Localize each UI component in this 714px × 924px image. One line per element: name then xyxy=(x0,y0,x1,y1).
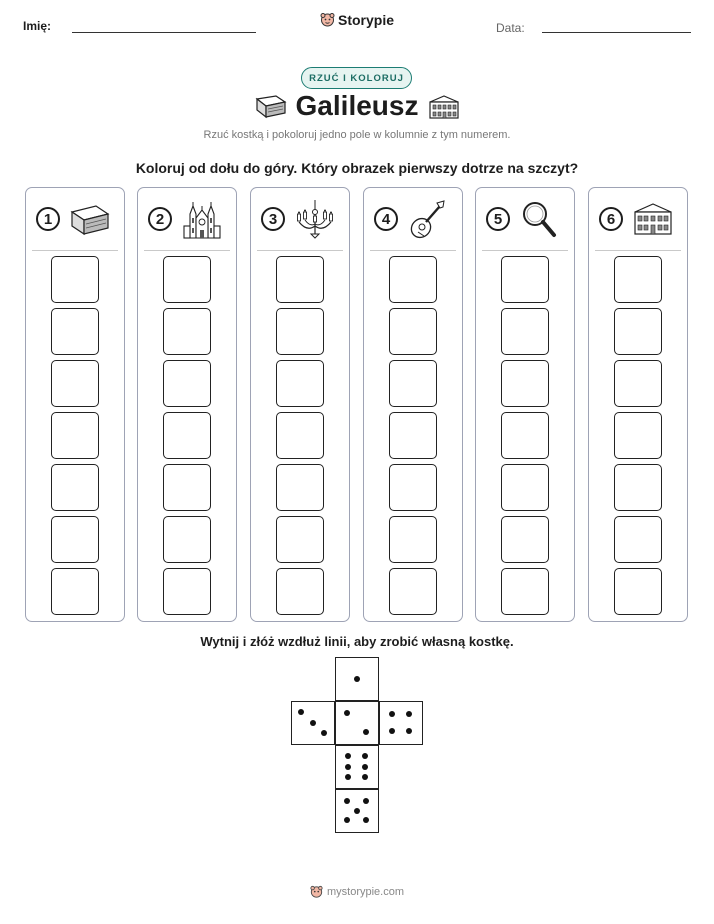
dice-pip xyxy=(362,764,368,770)
column-divider xyxy=(257,250,343,251)
cut-instruction: Wytnij i złóż wzdłuż linii, aby zrobić własną kostkę. xyxy=(200,634,514,649)
color-cell[interactable] xyxy=(501,412,549,459)
color-cell[interactable] xyxy=(51,412,99,459)
color-cell[interactable] xyxy=(51,516,99,563)
date-label: Data: xyxy=(496,21,525,35)
color-cell[interactable] xyxy=(51,360,99,407)
color-cell[interactable] xyxy=(501,568,549,615)
color-cell[interactable] xyxy=(163,256,211,303)
color-cell[interactable] xyxy=(389,568,437,615)
column-number: 4 xyxy=(374,207,398,231)
dice-pip xyxy=(406,711,412,717)
dice-pip xyxy=(321,730,327,736)
color-cell[interactable] xyxy=(501,308,549,355)
dice-pip xyxy=(345,764,351,770)
brand-name: Storypie xyxy=(337,12,394,28)
column-3 xyxy=(250,187,350,622)
dice-pip xyxy=(389,711,395,717)
magnifying-glass-icon xyxy=(518,200,562,240)
color-cell[interactable] xyxy=(614,412,662,459)
color-cell[interactable] xyxy=(51,568,99,615)
color-cell[interactable] xyxy=(389,360,437,407)
color-cell[interactable] xyxy=(501,256,549,303)
color-cell[interactable] xyxy=(501,360,549,407)
dice-face-right xyxy=(379,701,423,745)
color-cell[interactable] xyxy=(614,308,662,355)
column-divider xyxy=(482,250,568,251)
column-number: 3 xyxy=(261,207,285,231)
column-divider xyxy=(32,250,118,251)
color-cell[interactable] xyxy=(614,568,662,615)
color-cell[interactable] xyxy=(389,516,437,563)
color-cell[interactable] xyxy=(163,412,211,459)
column-divider xyxy=(595,250,681,251)
page-title: Galileusz xyxy=(295,90,419,121)
dice-pip xyxy=(345,774,351,780)
dice-face-center xyxy=(335,701,379,745)
color-cell[interactable] xyxy=(163,516,211,563)
color-cell[interactable] xyxy=(51,464,99,511)
footer xyxy=(0,885,714,904)
column-2 xyxy=(137,187,237,622)
color-cell[interactable] xyxy=(614,464,662,511)
dice-pip xyxy=(362,753,368,759)
dice-pip xyxy=(344,817,350,823)
subtitle: Rzuć kostką i pokoloruj jedno pole w kolumnie z tym numerem. xyxy=(203,129,511,141)
color-cell[interactable] xyxy=(51,308,99,355)
color-cell[interactable] xyxy=(389,256,437,303)
color-cell[interactable] xyxy=(501,516,549,563)
color-cell[interactable] xyxy=(276,360,324,407)
color-cell[interactable] xyxy=(163,308,211,355)
column-number: 2 xyxy=(148,207,172,231)
instruction: Koloruj od dołu do góry. Który obrazek pierwszy dotrze na szczyt? xyxy=(135,160,579,176)
column-divider xyxy=(144,250,230,251)
color-cell[interactable] xyxy=(163,464,211,511)
dice-pip xyxy=(363,798,369,804)
column-number: 1 xyxy=(36,207,60,231)
activity-badge: RZUĆ I KOLORUJ xyxy=(301,67,412,89)
dice-pip xyxy=(354,808,360,814)
dice-pip xyxy=(344,798,350,804)
palace-icon xyxy=(631,200,675,240)
color-cell[interactable] xyxy=(276,256,324,303)
dice-pip xyxy=(363,817,369,823)
column-6 xyxy=(588,187,688,622)
book-icon xyxy=(68,200,112,240)
storypie-logo-icon xyxy=(320,12,335,28)
color-cell[interactable] xyxy=(389,308,437,355)
color-cell[interactable] xyxy=(163,360,211,407)
dice-pip xyxy=(406,728,412,734)
color-cell[interactable] xyxy=(614,256,662,303)
color-cell[interactable] xyxy=(501,464,549,511)
color-cell[interactable] xyxy=(163,568,211,615)
color-cell[interactable] xyxy=(276,412,324,459)
column-number: 6 xyxy=(599,207,623,231)
dice-face-back xyxy=(335,789,379,833)
lute-icon xyxy=(406,200,450,240)
dice-pip xyxy=(362,774,368,780)
cathedral-icon xyxy=(180,200,224,240)
footer-url: mystorypie.com xyxy=(326,886,405,898)
color-cell[interactable] xyxy=(276,516,324,563)
dice-pip xyxy=(310,720,316,726)
storypie-logo-icon xyxy=(310,885,323,899)
color-cell[interactable] xyxy=(276,464,324,511)
column-number: 5 xyxy=(486,207,510,231)
color-cell[interactable] xyxy=(614,516,662,563)
column-5 xyxy=(475,187,575,622)
dice-pip xyxy=(363,729,369,735)
color-cell[interactable] xyxy=(614,360,662,407)
dice-pip xyxy=(345,753,351,759)
dice-face-bottom xyxy=(335,745,379,789)
column-1 xyxy=(25,187,125,622)
chandelier-icon xyxy=(293,200,337,240)
date-line[interactable] xyxy=(542,32,691,33)
brand xyxy=(0,12,714,33)
color-cell[interactable] xyxy=(276,308,324,355)
dice-face-top xyxy=(335,657,379,701)
color-cell[interactable] xyxy=(51,256,99,303)
column-4 xyxy=(363,187,463,622)
dice-pip xyxy=(389,728,395,734)
color-cell[interactable] xyxy=(276,568,324,615)
color-cell[interactable] xyxy=(389,412,437,459)
dice-pip xyxy=(298,709,304,715)
dice-pip xyxy=(344,710,350,716)
name-label: Imię: xyxy=(23,19,52,33)
dice-pip xyxy=(354,676,360,682)
column-divider xyxy=(370,250,456,251)
palace-icon xyxy=(427,93,461,121)
dice-face-left xyxy=(291,701,335,745)
color-cell[interactable] xyxy=(389,464,437,511)
